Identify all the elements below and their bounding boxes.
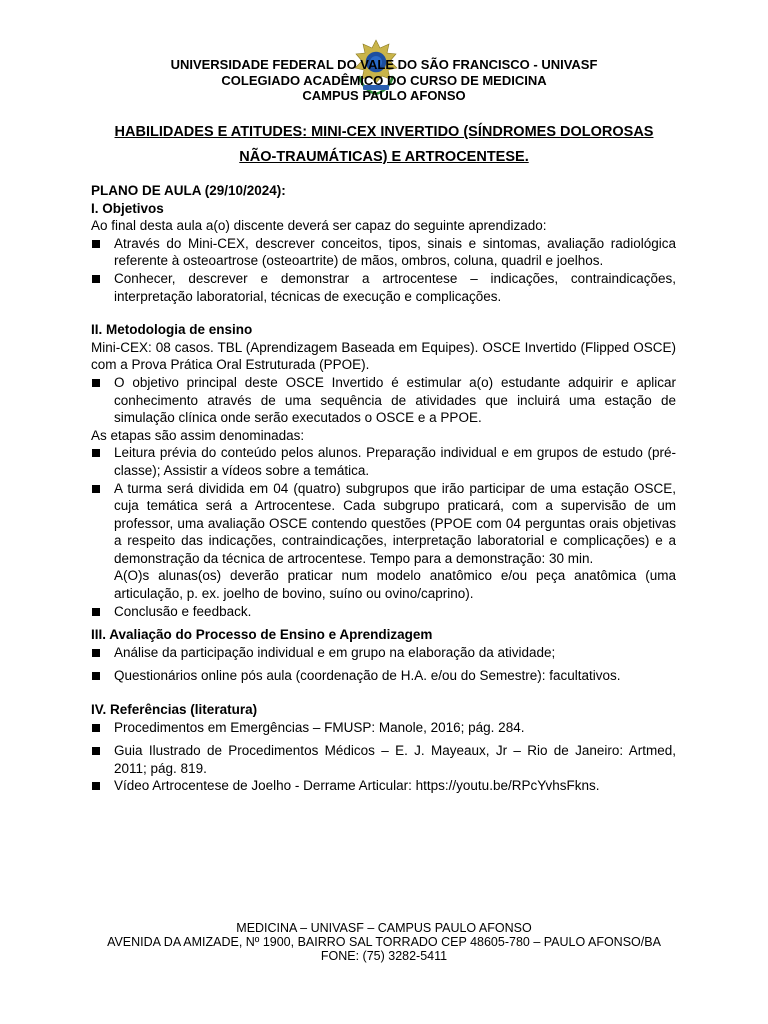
document-footer xyxy=(0,921,768,964)
list-item xyxy=(91,480,676,603)
collegiate-name: COLEGIADO ACADÊMICO DO CURSO DE MEDICINA xyxy=(221,72,547,88)
list-item: Leitura prévia do conteúdo pelos alunos. Preparação individual e em grupos de estudo (pré-classe); Assistir a vídeos sobre a temática. xyxy=(91,444,676,479)
university-name: UNIVERSIDADE FEDERAL DO VALE DO SÃO FRANCISCO - UNIVASF xyxy=(170,57,598,72)
section-1-heading-text: . Objetivos xyxy=(94,200,164,216)
section-1-heading xyxy=(91,200,676,218)
section-1-number: I xyxy=(91,200,95,216)
footer-address: AVENIDA DA AMIZADE, Nº 1900, BAIRRO SAL TORRADO CEP 48605-780 – PAULO AFONSO/BA xyxy=(107,935,661,950)
list-item: Vídeo Artrocentese de Joelho - Derrame Articular: https://youtu.be/RPcYvhsFkns. xyxy=(91,777,676,795)
campus-name: CAMPUS PAULO AFONSO xyxy=(302,88,466,103)
references-list xyxy=(91,719,676,795)
list-item-text: A turma será dividida em 04 (quatro) subgrupos que irão participar de uma estação OSCE, cuja temática será a Artrocentese. Cada subgrupo praticará, com a supervisão de um professor, uma avaliação OSCE contendo questões (PPOE com 04 perguntas orais objetivas a respeito das indicações, contraindicações, interpretação laboratorial e complicações) e a demonstração da técnica de artrocentese. Tempo para a demonstração: 30 min. xyxy=(114,480,676,566)
section-2-intro: Mini-CEX: 08 casos. TBL (Aprendizagem Baseada em Equipes). OSCE Invertido (Flipped OSCE) com a Prova Prática Oral Estruturada (PPOE). xyxy=(91,339,676,373)
title-line-2: NÃO-TRAUMÁTICAS) E ARTROCENTESE. xyxy=(239,149,529,165)
plan-title: PLANO DE AULA (29/10/2024): xyxy=(91,183,286,198)
methodology-list-b xyxy=(91,444,676,620)
footer-line-1: MEDICINA – UNIVASF – CAMPUS PAULO AFONSO xyxy=(236,921,532,935)
methodology-list-a xyxy=(91,374,676,427)
list-item: Conclusão e feedback. xyxy=(91,603,676,621)
list-item: Procedimentos em Emergências – FMUSP: Manole, 2016; pág. 284. xyxy=(91,719,676,737)
document-header xyxy=(0,57,768,104)
list-item: Através do Mini-CEX, descrever conceitos, tipos, sinais e sintomas, avaliação radiológica referente à osteoartrose (osteoartrite) de mãos, ombros, coluna, quadril e joelhos. xyxy=(91,235,676,270)
document-body xyxy=(91,182,676,795)
section-3-heading-text: . Avaliação do Processo de Ensino e Aprendizagem xyxy=(102,627,433,643)
list-item: O objetivo principal deste OSCE Invertido é estimular a(o) estudante adquirir e aplicar conhecimento através de uma sequência de atividades que incluirá uma estação de simulação clínica onde serão executados o OSCE e a PPOE. xyxy=(91,374,676,427)
stages-intro: As etapas são assim denominadas: xyxy=(91,427,305,443)
practice-note: A(O)s alunas(os) deverão praticar num modelo anatômico e/ou peça anatômica (uma articulação, p. ex. joelho de bovino, suíno ou ovino/caprino). xyxy=(114,568,676,602)
list-item: Guia Ilustrado de Procedimentos Médicos – E. J. Mayeaux, Jr – Rio de Janeiro: Artmed, 2011; pág. 819. xyxy=(91,742,676,777)
section-4-heading: IV. Referências (literatura) xyxy=(91,702,258,718)
title-line-1: HABILIDADES E ATITUDES: MINI-CEX INVERTIDO (SÍNDROMES DOLOROSAS xyxy=(114,124,654,140)
document-title xyxy=(84,120,684,170)
section-3-number: III xyxy=(91,627,103,643)
evaluation-list xyxy=(91,644,676,685)
section-1-intro: Ao final desta aula a(o) discente deverá ser capaz do seguinte aprendizado: xyxy=(91,218,547,234)
list-item: Análise da participação individual e em grupo na elaboração da atividade; xyxy=(91,644,676,662)
footer-phone: FONE: (75) 3282-5411 xyxy=(320,949,448,964)
section-3-heading xyxy=(91,626,676,644)
list-item: Conhecer, descrever e demonstrar a artrocentese – indicações, contraindicações, interpretação laboratorial, técnicas de execução e complicações. xyxy=(91,270,676,305)
list-item: Questionários online pós aula (coordenação de H.A. e/ou do Semestre): facultativos. xyxy=(91,667,676,685)
section-2-heading: II. Metodologia de ensino xyxy=(91,322,253,338)
objectives-list xyxy=(91,235,676,305)
